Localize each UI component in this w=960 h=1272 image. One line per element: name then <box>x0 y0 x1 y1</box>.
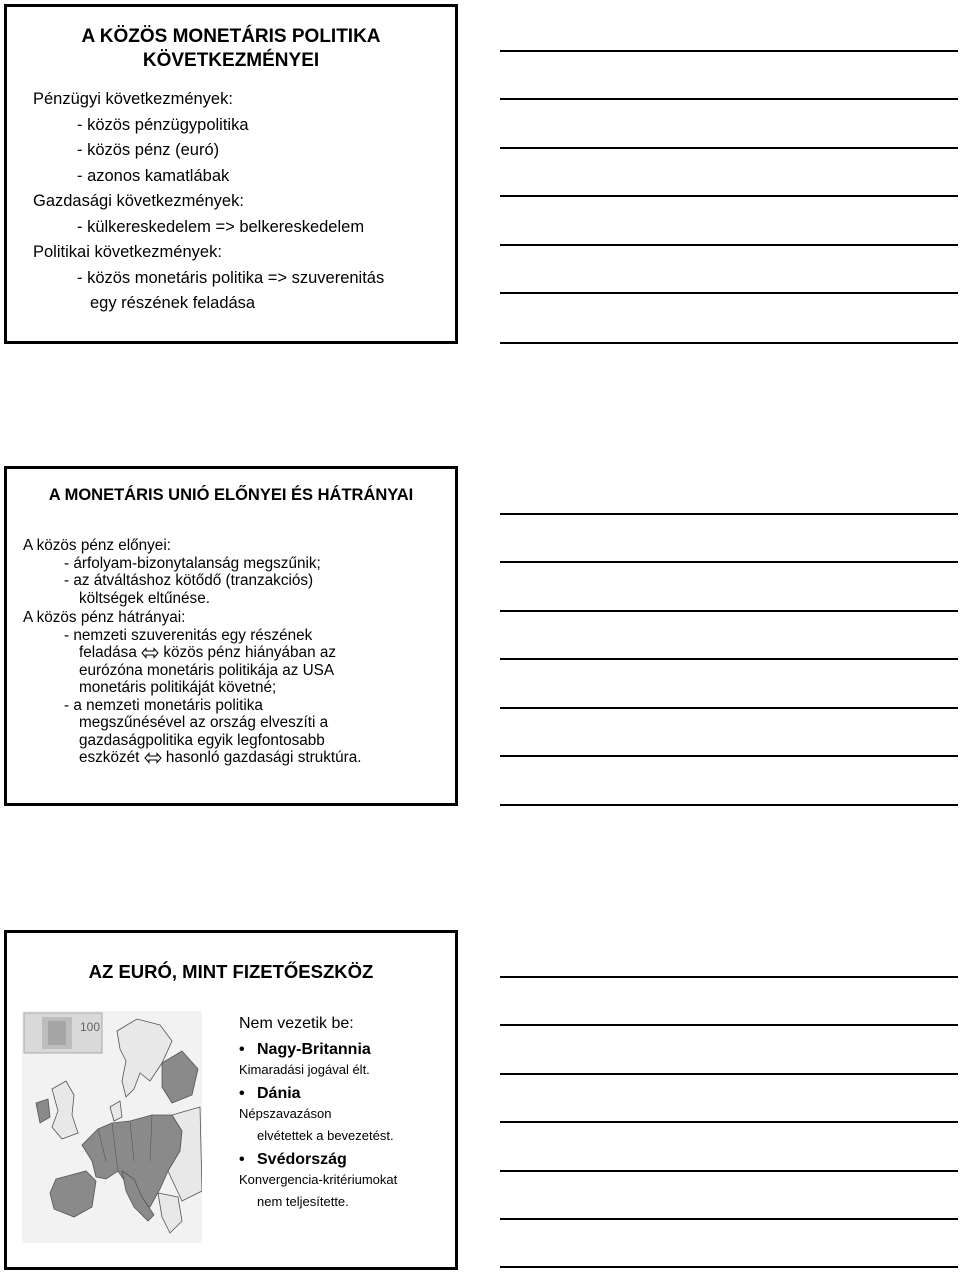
note-line <box>500 658 958 660</box>
note-line <box>500 755 958 757</box>
note-line <box>500 513 958 515</box>
note-line <box>500 98 958 100</box>
country-name: Svédország <box>257 1151 347 1168</box>
country-item <box>239 1085 454 1103</box>
note-line <box>500 804 958 806</box>
note-line <box>500 1266 958 1268</box>
note-line <box>500 1073 958 1075</box>
disadvantages-heading: A közös pénz hátrányai: <box>23 609 186 626</box>
note-line <box>500 707 958 709</box>
slide-1-line: Gazdasági következmények: <box>33 192 244 210</box>
disadvantage-line: monetáris politikáját követné; <box>79 679 277 696</box>
country-note: elvétettek a bevezetést. <box>257 1128 394 1143</box>
note-line <box>500 1024 958 1026</box>
slide-1-line: - közös monetáris politika => szuverenitás <box>77 268 385 287</box>
disadvantage-line: - a nemzeti monetáris politika <box>64 696 263 714</box>
slide-1-line: - közös pénzügypolitika <box>77 115 249 134</box>
banknote-value: 100 <box>80 1020 101 1034</box>
slide-1-line: Politikai következmények: <box>33 243 222 261</box>
slide-1-line: - azonos kamatlábak <box>77 166 230 185</box>
slide-2-title: A MONETÁRIS UNIÓ ELŐNYEI ÉS HÁTRÁNYAI <box>48 486 414 504</box>
country-name: Nagy-Britannia <box>257 1041 371 1058</box>
disadvantage-text: hasonló gazdasági struktúra. <box>165 749 362 766</box>
slide-1-line: - közös pénz (euró) <box>77 141 220 159</box>
slide-3 <box>4 930 458 1270</box>
country-item <box>239 1041 454 1059</box>
disadvantage-line: megszűnésével az ország elveszíti a <box>79 714 329 731</box>
country-note: Kimaradási jogával élt. <box>239 1062 370 1077</box>
note-line <box>500 342 958 344</box>
disadvantage-line <box>79 749 361 767</box>
slide-1-body <box>33 87 384 317</box>
note-line <box>500 561 958 563</box>
disadvantage-text: feladása <box>79 644 137 661</box>
note-line <box>500 1218 958 1220</box>
disadvantage-line: gazdaságpolitika egyik legfontosabb <box>79 731 325 749</box>
advantage-line: - az átváltáshoz kötődő (tranzakciós) <box>64 572 314 589</box>
slide-1-line: Pénzügyi következmények: <box>33 90 233 108</box>
note-line <box>500 195 958 197</box>
bullet-icon: • <box>239 1085 245 1102</box>
disadvantage-line: eurózóna monetáris politikája az USA <box>79 661 335 679</box>
disadvantage-text: közös pénz hiányában az <box>163 644 336 661</box>
note-line <box>500 292 958 294</box>
advantages-heading: A közös pénz előnyei: <box>23 537 171 554</box>
note-line <box>500 244 958 246</box>
note-line <box>500 1170 958 1172</box>
advantage-line: - árfolyam-bizonytalanság megszűnik; <box>64 554 321 572</box>
double-arrow-icon <box>141 647 159 659</box>
slide-3-title: AZ EURÓ, MINT FIZETŐESZKÖZ <box>88 961 374 982</box>
bullet-icon: • <box>239 1151 245 1168</box>
note-line <box>500 147 958 149</box>
europe-map-image <box>22 1011 202 1243</box>
double-arrow-icon <box>144 752 162 764</box>
intro-text: Nem vezetik be: <box>239 1015 354 1032</box>
disadvantage-line: - nemzeti szuverenitás egy részének <box>64 626 313 644</box>
country-item <box>239 1151 454 1169</box>
country-note: nem teljesítette. <box>257 1194 349 1209</box>
slide-1 <box>4 4 458 344</box>
note-line <box>500 50 958 52</box>
slide-1-line: egy részének feladása <box>90 294 256 312</box>
country-name: Dánia <box>257 1085 301 1102</box>
note-line <box>500 610 958 612</box>
euro-banknote-image <box>24 1013 102 1053</box>
note-line <box>500 1121 958 1123</box>
disadvantage-text: eszközét <box>79 749 140 766</box>
note-line <box>500 976 958 978</box>
slide-1-title <box>7 25 455 73</box>
slide-2-body <box>23 535 361 767</box>
slide-2 <box>4 466 458 806</box>
slide-1-line: - külkereskedelem => belkereskedelem <box>77 217 365 236</box>
country-note: Konvergencia-kritériumokat <box>239 1172 398 1187</box>
slide-1-title-line-1: A KÖZÖS MONETÁRIS POLITIKA <box>81 26 381 47</box>
country-note: Népszavazáson <box>239 1106 332 1121</box>
excluded-countries-panel <box>239 1015 454 1213</box>
slide-1-title-line-2: KÖVETKEZMÉNYEI <box>142 50 320 71</box>
bullet-icon: • <box>239 1041 245 1058</box>
disadvantage-line <box>79 644 361 662</box>
advantage-line: költségek eltűnése. <box>79 589 210 607</box>
